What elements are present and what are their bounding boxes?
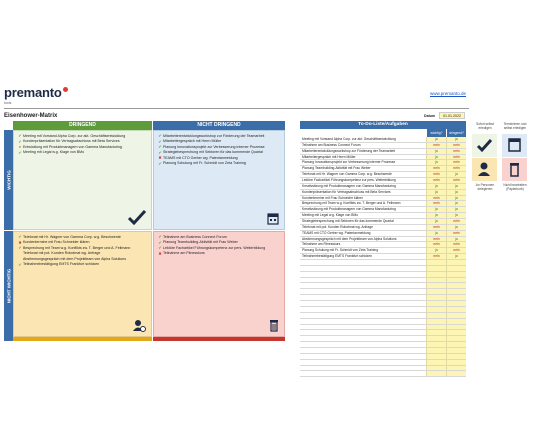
todo-dringend-cell[interactable]: ja <box>446 207 466 212</box>
todo-wichtig-cell[interactable] <box>426 278 446 283</box>
x-mark-icon: ✖ <box>158 250 162 256</box>
todo-task-text[interactable] <box>300 313 426 318</box>
todo-row[interactable] <box>300 371 466 377</box>
todo-wichtig-cell[interactable]: nein <box>426 254 446 259</box>
date-label: Datum <box>424 114 436 118</box>
delegate-person-icon <box>132 319 146 332</box>
todo-task-text[interactable]: Besprechung mit Team w.g. Konflikts zw. T. Berger und A. Fellmann <box>302 201 401 206</box>
todo-task-text[interactable] <box>300 295 426 300</box>
x-mark-icon: ✖ <box>18 239 22 245</box>
todo-dringend-cell[interactable]: nein <box>446 155 466 160</box>
todo-table <box>300 121 466 377</box>
todo-task-text[interactable]: Kundenpräsentation für Vertragsabschluss mit Beta Services <box>302 189 391 194</box>
task-text: TEAMS mit CTO Gerber wg. Patentanmeldung <box>163 155 238 160</box>
todo-task-text[interactable] <box>300 325 426 330</box>
todo-dringend-cell[interactable]: nein <box>446 149 466 154</box>
task-text: Telefonat mit pot. Kunden Robotmat wg. Anfrage <box>23 251 101 256</box>
todo-dringend-cell[interactable]: ja <box>446 225 466 230</box>
check-mark-icon: ✔ <box>158 144 162 150</box>
todo-wichtig-cell[interactable] <box>426 371 446 376</box>
footer-bar-yellow <box>13 337 152 341</box>
todo-task-text[interactable] <box>300 330 426 335</box>
todo-wichtig-cell[interactable] <box>426 325 446 330</box>
check-mark-icon: ✔ <box>18 149 22 155</box>
todo-dringend-cell[interactable] <box>446 289 466 294</box>
todo-wichtig-cell[interactable] <box>426 260 446 265</box>
todo-wichtig-cell[interactable] <box>426 360 446 365</box>
todo-task-text[interactable] <box>300 307 426 312</box>
legend-do-box <box>472 134 497 157</box>
calendar-icon <box>267 212 279 225</box>
todo-wichtig-cell[interactable]: ja <box>426 155 446 160</box>
todo-dringend-cell[interactable]: nein <box>446 160 466 165</box>
todo-task-text[interactable]: Teilnahme am Business Connect Forum <box>302 142 361 147</box>
check-mark-icon: ✔ <box>158 245 162 251</box>
check-mark-icon: ✔ <box>158 149 162 155</box>
todo-task-text[interactable] <box>300 283 426 288</box>
legend-schedule-label: Terminieren und selbst erledigen <box>503 122 527 130</box>
logo-tagline: tools <box>4 101 12 105</box>
date-field[interactable]: 01.01.2022 <box>439 112 465 119</box>
check-icon <box>472 134 497 157</box>
todo-wichtig-cell[interactable]: nein <box>426 172 446 177</box>
quadrant-do <box>13 130 152 230</box>
todo-task-text[interactable] <box>300 342 426 347</box>
todo-title: To-Do-Liste/Aufgaben <box>300 121 466 129</box>
todo-dringend-cell[interactable] <box>446 266 466 271</box>
todo-task-text[interactable] <box>300 336 426 341</box>
calendar-icon <box>502 134 527 157</box>
todo-wichtig-cell[interactable] <box>426 301 446 306</box>
todo-task-text[interactable]: Abstimmungsgespräch mit dem Projektteam von Alpha Solutions <box>302 236 397 241</box>
todo-dringend-cell[interactable] <box>446 325 466 330</box>
trash-icon <box>502 158 527 181</box>
task-text: Abstimmungsgespräch mit dem Projektteam von Alpha Solutions <box>23 256 127 261</box>
footer-bar-red <box>153 337 285 341</box>
todo-dringend-cell[interactable]: nein <box>446 166 466 171</box>
todo-dringend-cell[interactable] <box>446 330 466 335</box>
todo-wichtig-cell[interactable]: ja <box>426 184 446 189</box>
todo-wichtig-cell[interactable] <box>426 336 446 341</box>
page-title: Eisenhower-Matrix <box>4 113 58 119</box>
todo-wichtig-cell[interactable] <box>426 266 446 271</box>
task-text: Mitarbeitergespräch mit Herrn Müller <box>163 139 222 144</box>
header-nicht-dringend: NICHT DRINGEND <box>153 121 285 130</box>
check-mark-icon: ✔ <box>18 245 22 251</box>
todo-wichtig-cell[interactable]: ja <box>426 219 446 224</box>
task-item[interactable] <box>157 161 281 167</box>
todo-task-text[interactable]: Kundentermine mit Frau Schneider klären <box>302 195 364 200</box>
todo-dringend-cell[interactable] <box>446 272 466 277</box>
todo-wichtig-cell[interactable]: ja <box>426 231 446 236</box>
todo-wichtig-cell[interactable] <box>426 289 446 294</box>
task-item[interactable] <box>157 150 281 156</box>
legend-do-label: Sofort selbst erledigen <box>476 122 494 130</box>
todo-task-text[interactable]: Kreativsitzung mit Produktmanagern von Gamma Manufacturing <box>302 207 396 212</box>
todo-task-text[interactable]: Meeting mit Legal w.g. Klage von BMo <box>302 213 359 218</box>
todo-task-text[interactable]: Mitarbeiterentwicklungsworkshop zur Förderung der Teamarbeit <box>302 148 396 153</box>
check-icon <box>128 210 146 225</box>
task-text: Besprechung mit Team w.g. Konflikts zw. T. Berger und A. Fellmann <box>23 245 131 250</box>
task-item[interactable] <box>17 245 148 251</box>
todo-dringend-cell[interactable] <box>446 360 466 365</box>
task-text: Entwicklung mit Produktmanagern von Gamma Manufacturing <box>23 144 122 149</box>
todo-task-text[interactable]: Lektüre Fachartikel Führungskompetenz zur pers. Weiterbildung <box>302 178 396 183</box>
todo-dringend-cell[interactable] <box>446 336 466 341</box>
task-text: Meeting mit Legal w.g. Klage von BMo <box>23 150 85 155</box>
todo-wichtig-cell[interactable]: nein <box>426 143 446 148</box>
task-text: Mitarbeiterentwicklungsworkshop zur Förderung der Teamarbeit <box>163 133 265 138</box>
check-mark-icon: ✔ <box>18 234 22 240</box>
task-text: Strategiebesprechung mit Sektoren für das kommende Quartal <box>163 150 263 155</box>
todo-dringend-cell[interactable]: ja <box>446 201 466 206</box>
task-text: Planung Teambuilding-Aktivität mit Frau Weber <box>163 240 238 245</box>
header-divider <box>4 108 469 109</box>
todo-wichtig-cell[interactable]: nein <box>426 201 446 206</box>
todo-dringend-cell[interactable] <box>446 366 466 371</box>
todo-wichtig-cell[interactable]: ja <box>426 149 446 154</box>
todo-dringend-cell[interactable]: nein <box>446 143 466 148</box>
todo-dringend-cell[interactable] <box>446 307 466 312</box>
quadrant-delete <box>153 231 285 337</box>
todo-wichtig-cell[interactable]: nein <box>426 178 446 183</box>
legend-delete-box <box>502 158 527 181</box>
todo-dringend-cell[interactable]: nein <box>446 219 466 224</box>
task-item[interactable] <box>157 245 281 251</box>
todo-dringend-cell[interactable] <box>446 348 466 353</box>
todo-task-text[interactable] <box>300 301 426 306</box>
todo-task-text[interactable]: Planung Innovationsprojekt zur Verbesserung interner Prozesse <box>302 160 396 165</box>
todo-task-text[interactable]: Planung Schulung mit Fr. Schmidt von Zeta Training <box>302 248 379 253</box>
todo-wichtig-cell[interactable] <box>426 272 446 277</box>
todo-wichtig-cell[interactable] <box>426 313 446 318</box>
todo-dringend-cell[interactable] <box>446 283 466 288</box>
check-mark-icon: ✔ <box>158 133 162 139</box>
todo-wichtig-cell[interactable]: nein <box>426 166 446 171</box>
todo-task-text[interactable] <box>300 278 426 283</box>
todo-dringend-cell[interactable] <box>446 278 466 283</box>
col-wichtig: wichtig? <box>426 129 446 137</box>
todo-task-text[interactable]: Mitarbeitergespräch mit Herrn Müller <box>302 154 356 159</box>
todo-wichtig-cell[interactable]: nein <box>426 237 446 242</box>
task-text: Teilnahme am Business Connect Forum <box>163 234 227 239</box>
todo-wichtig-cell[interactable]: ja <box>426 248 446 253</box>
todo-task-text[interactable] <box>300 354 426 359</box>
x-mark-icon: ✖ <box>158 155 162 161</box>
legend-delete-label: Nicht bearbeiten (Papierkorb) <box>503 183 527 191</box>
todo-dringend-cell[interactable] <box>446 313 466 318</box>
col-dringend: dringend? <box>446 129 466 137</box>
task-text: Planung Innovationsprojekt zur Verbesserung interner Prozesse <box>163 144 265 149</box>
check-mark-icon: ✔ <box>158 239 162 245</box>
todo-wichtig-cell[interactable]: nein <box>426 242 446 247</box>
todo-wichtig-cell[interactable] <box>426 295 446 300</box>
todo-task-text[interactable]: Telefonat mit pot. Kunden Robotmat wg. Anfrage <box>302 224 373 229</box>
todo-task-text[interactable] <box>300 371 426 376</box>
task-item[interactable] <box>157 251 281 257</box>
todo-wichtig-cell[interactable]: ja <box>426 213 446 218</box>
todo-task-text[interactable] <box>300 289 426 294</box>
todo-dringend-cell[interactable]: ja <box>446 213 466 218</box>
todo-task-text[interactable] <box>300 266 426 271</box>
legend-delegate-box <box>472 158 497 181</box>
delegate-person-icon <box>472 158 497 181</box>
check-mark-icon: ✔ <box>18 261 22 267</box>
premanto-logo: premanto <box>4 85 68 100</box>
task-text: Teilnahmebestätigung EMTS Frankfurt schicken <box>23 262 100 267</box>
todo-wichtig-cell[interactable]: nein <box>426 225 446 230</box>
task-text: Lektüre Fachartikel Führungskompetenz zur pers. Weiterbildung <box>163 245 266 250</box>
todo-wichtig-cell[interactable]: ja <box>426 207 446 212</box>
todo-dringend-cell[interactable]: nein <box>446 178 466 183</box>
task-text: Telefonat mit Hr. Wagner von Gamma Corp. w.g. Beschwerde <box>23 234 121 239</box>
legend-schedule-box <box>502 134 527 157</box>
circle-mark-icon: ● <box>18 144 22 150</box>
label-nicht-wichtig: NICHT WICHTIG <box>4 231 13 341</box>
website-link[interactable]: www.premanto.de <box>430 91 467 96</box>
label-wichtig: WICHTIG <box>4 130 13 230</box>
todo-dringend-cell[interactable]: nein <box>446 231 466 236</box>
task-item[interactable] <box>157 133 281 139</box>
quadrant-schedule <box>153 130 285 230</box>
todo-task-text[interactable]: Teilnahme am Fitnesskurs <box>302 242 341 247</box>
todo-task-text[interactable]: Planung Teambuilding-Aktivität mit Frau Weber <box>302 166 371 171</box>
todo-dringend-cell[interactable]: ja <box>446 137 466 142</box>
todo-dringend-cell[interactable]: ja <box>446 184 466 189</box>
header-dringend: DRINGEND <box>13 121 152 130</box>
todo-dringend-cell[interactable] <box>446 301 466 306</box>
check-mark-icon: ✔ <box>158 234 162 240</box>
todo-dringend-cell[interactable]: ja <box>446 196 466 201</box>
todo-wichtig-cell[interactable] <box>426 283 446 288</box>
todo-task-text[interactable] <box>300 272 426 277</box>
todo-wichtig-cell[interactable] <box>426 366 446 371</box>
todo-wichtig-cell[interactable]: nein <box>426 196 446 201</box>
todo-dringend-cell[interactable] <box>446 342 466 347</box>
task-item[interactable] <box>17 262 148 268</box>
todo-dringend-cell[interactable]: nein <box>446 242 466 247</box>
todo-wichtig-cell[interactable]: ja <box>426 190 446 195</box>
task-text: Kundenpräsentation für Vertragsabschluss mit Beta Services <box>23 139 120 144</box>
trash-icon <box>269 319 279 332</box>
todo-wichtig-cell[interactable] <box>426 348 446 353</box>
todo-task-text[interactable] <box>300 260 426 265</box>
todo-dringend-cell[interactable]: ja <box>446 254 466 259</box>
task-item[interactable] <box>17 150 148 156</box>
todo-dringend-cell[interactable] <box>446 319 466 324</box>
task-item[interactable] <box>157 144 281 150</box>
todo-wichtig-cell[interactable] <box>426 307 446 312</box>
task-text: Planung Schulung mit Fr. Schmidt von Zeta Training <box>163 161 246 166</box>
check-mark-icon: ✔ <box>158 138 162 144</box>
todo-wichtig-cell[interactable] <box>426 354 446 359</box>
todo-wichtig-cell[interactable] <box>426 342 446 347</box>
check-mark-icon: ✔ <box>158 160 162 166</box>
todo-dringend-cell[interactable] <box>446 295 466 300</box>
todo-task-text[interactable]: Strategiebesprechung mit Sektoren für das kommende Quartal <box>302 219 394 224</box>
todo-task-text[interactable]: Telefonat mit Hr. Wagner von Gamma Corp. w.g. Beschwerde <box>302 172 392 177</box>
todo-dringend-cell[interactable] <box>446 260 466 265</box>
todo-wichtig-cell[interactable] <box>426 330 446 335</box>
todo-dringend-cell[interactable]: nein <box>446 248 466 253</box>
todo-dringend-cell[interactable]: ja <box>446 237 466 242</box>
check-mark-icon: ✔ <box>18 133 22 139</box>
todo-wichtig-cell[interactable]: ja <box>426 137 446 142</box>
todo-task-text[interactable]: Teilnahmebestätigung EMTS Frankfurt schicken <box>302 254 372 259</box>
todo-wichtig-cell[interactable]: ja <box>426 160 446 165</box>
todo-dringend-cell[interactable]: ja <box>446 172 466 177</box>
todo-task-text[interactable] <box>300 366 426 371</box>
quadrant-delegate <box>13 231 152 337</box>
todo-task-text[interactable]: Kreativsitzung mit Produktmanagern von Gamma Manufacturing <box>302 183 396 188</box>
check-mark-icon: ✔ <box>18 138 22 144</box>
todo-task-text[interactable] <box>300 319 426 324</box>
task-text: Kundentermine mit Frau Schneider klären <box>23 240 90 245</box>
todo-dringend-cell[interactable]: ja <box>446 190 466 195</box>
task-text: Meeting mit Vorstand Alpha Corp. zur akt. Geschäftsentwicklung <box>23 133 126 138</box>
legend-delegate-label: An Personen delegieren <box>475 183 495 191</box>
todo-task-text[interactable]: Meeting mit Vorstand Alpha Corp. zur akt. Geschäftsentwicklung <box>302 137 396 141</box>
todo-dringend-cell[interactable] <box>446 371 466 376</box>
task-text: Teilnahme am Fitnesskurs <box>163 251 205 256</box>
todo-task-text[interactable] <box>300 360 426 365</box>
todo-wichtig-cell[interactable] <box>426 319 446 324</box>
todo-dringend-cell[interactable] <box>446 354 466 359</box>
todo-task-text[interactable]: TEAMS mit CTO Gerber wg. Patentanmeldung <box>302 230 371 235</box>
todo-task-text[interactable] <box>300 348 426 353</box>
